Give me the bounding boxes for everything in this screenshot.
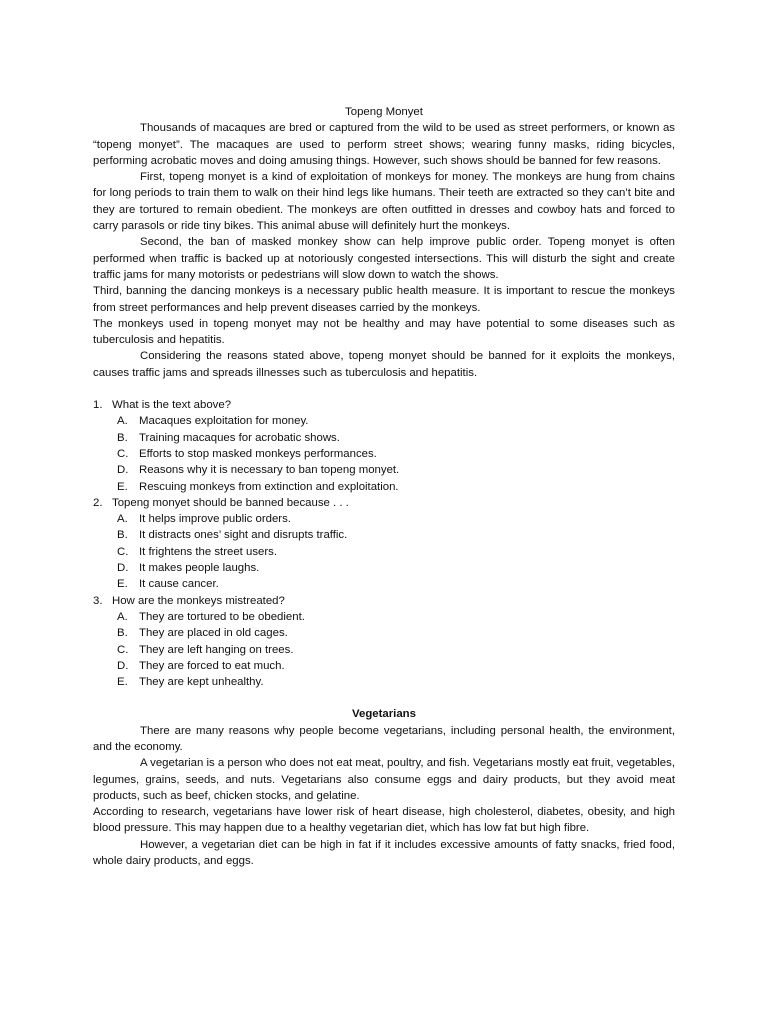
option-list: [93, 511, 675, 592]
answer-option[interactable]: [117, 462, 675, 478]
answer-option[interactable]: [117, 560, 675, 576]
question-number: 2.: [93, 496, 103, 509]
option-text: It makes people laughs.: [139, 562, 260, 575]
reading-vegetarians: [93, 706, 675, 869]
answer-option[interactable]: [117, 479, 675, 495]
answer-option[interactable]: [117, 576, 675, 592]
option-text: They are placed in old cages.: [139, 627, 288, 640]
answer-option[interactable]: [117, 413, 675, 429]
question-text: What is the text above?: [112, 399, 232, 412]
question-text: How are the monkeys mistreated?: [112, 594, 285, 607]
answer-option[interactable]: [117, 430, 675, 446]
option-text: Training macaques for acrobatic shows.: [139, 431, 340, 444]
option-letter: D.: [117, 464, 129, 477]
option-text: It frightens the street users.: [139, 545, 278, 558]
option-text: Efforts to stop masked monkeys performances.: [139, 447, 377, 460]
document-page: [93, 104, 675, 869]
option-letter: E.: [117, 578, 128, 591]
paragraph: However, a vegetarian diet can be high in fat if it includes excessive amounts of fatty snacks, fried food, whole dairy products, and eggs.: [93, 838, 675, 868]
option-text: They are forced to eat much.: [139, 659, 285, 672]
question-text: Topeng monyet should be banned because . . .: [112, 496, 349, 509]
answer-option[interactable]: [117, 511, 675, 527]
answer-option[interactable]: [117, 609, 675, 625]
option-text: They are kept unhealthy.: [139, 676, 264, 689]
option-text: They are tortured to be obedient.: [139, 610, 305, 623]
paragraph: There are many reasons why people become vegetarians, including personal health, the environment, and the economy.: [93, 724, 675, 753]
question-item: [93, 495, 675, 593]
reading-title: Topeng Monyet: [345, 106, 423, 118]
reading-title: Vegetarians: [352, 708, 416, 721]
spacer: [93, 381, 675, 397]
option-list: [93, 413, 675, 494]
paragraph: Considering the reasons stated above, topeng monyet should be banned for it exploits the monkeys, causes traffic jams and spreads illnesses such as tuberculosis and hepatitis.: [93, 350, 675, 379]
paragraph: According to research, vegetarians have lower risk of heart disease, high cholesterol, diabetes, obesity, and high blood pressure. This may happen due to a healthy vegetarian diet, which has low fat but high fibre.: [93, 806, 675, 835]
option-letter: C.: [117, 545, 129, 558]
answer-option[interactable]: [117, 527, 675, 543]
paragraph: Third, banning the dancing monkeys is a necessary public health measure. It is important to rescue the monkeys from street performances and help prevent diseases carried by the monkeys.: [93, 285, 675, 314]
option-text: Reasons why it is necessary to ban topeng monyet.: [139, 464, 400, 477]
option-letter: E.: [117, 676, 128, 689]
answer-option[interactable]: [117, 642, 675, 658]
option-text: Rescuing monkeys from extinction and exploitation.: [139, 480, 399, 493]
answer-option[interactable]: [117, 446, 675, 462]
option-text: It cause cancer.: [139, 578, 219, 591]
paragraph: A vegetarian is a person who does not eat meat, poultry, and fish. Vegetarians mostly eat fruit, vegetables, legumes, grains, seeds, and nuts. Vegetarians also consume eggs and dairy products, but they avoid meat products, such as beef, chicken stocks, and gelatine.: [93, 757, 675, 802]
option-letter: B.: [117, 431, 128, 444]
paragraph: Second, the ban of masked monkey show can help improve public order. Topeng monyet is often performed when traffic is backed up at notoriously congested intersections. This will disturb the sight and create traffic jams for many motorists or pedestrians will slow down to watch the shows.: [93, 236, 675, 281]
option-letter: A.: [117, 610, 128, 623]
paragraph: The monkeys used in topeng monyet may not be healthy and may have potential to some diseases such as tuberculosis and hepatitis.: [93, 317, 675, 347]
paragraph: First, topeng monyet is a kind of exploitation of monkeys for money. The monkeys are hung from chains for long periods to train them to walk on their hind legs like humans. Their teeth are extracted so they can’t bite and they are tortured to remain obedient. The monkeys are often outfitted in dresses and cowboy hats and forced to carry parasols or ride tiny bikes. This animal abuse will definitely hurt the monkeys.: [93, 171, 675, 233]
option-list: [93, 609, 675, 690]
option-letter: A.: [117, 513, 128, 526]
answer-option[interactable]: [117, 674, 675, 690]
answer-option[interactable]: [117, 658, 675, 674]
option-letter: C.: [117, 643, 129, 656]
option-letter: C.: [117, 447, 129, 460]
option-letter: D.: [117, 562, 129, 575]
question-item: [93, 397, 675, 495]
paragraph: Thousands of macaques are bred or captured from the wild to be used as street performers, or known as “topeng monyet”. The macaques are used to perform street shows; wearing funny masks, riding bicycles, performing acrobatic moves and doing amusing things. However, such shows should be banned for few reasons.: [93, 122, 675, 167]
option-text: It distracts ones’ sight and disrupts traffic.: [139, 529, 348, 542]
option-letter: D.: [117, 659, 129, 672]
option-text: They are left hanging on trees.: [139, 643, 294, 656]
answer-option[interactable]: [117, 625, 675, 641]
question-list: [93, 397, 675, 690]
option-letter: B.: [117, 627, 128, 640]
option-text: Macaques exploitation for money.: [139, 415, 309, 428]
option-letter: A.: [117, 415, 128, 428]
question-number: 3.: [93, 594, 103, 607]
answer-option[interactable]: [117, 544, 675, 560]
question-item: [93, 593, 675, 691]
option-letter: E.: [117, 480, 128, 493]
question-number: 1.: [93, 399, 103, 412]
reading-topeng-monyet: [93, 104, 675, 381]
spacer: [93, 690, 675, 706]
option-letter: B.: [117, 529, 128, 542]
option-text: It helps improve public orders.: [139, 513, 291, 526]
